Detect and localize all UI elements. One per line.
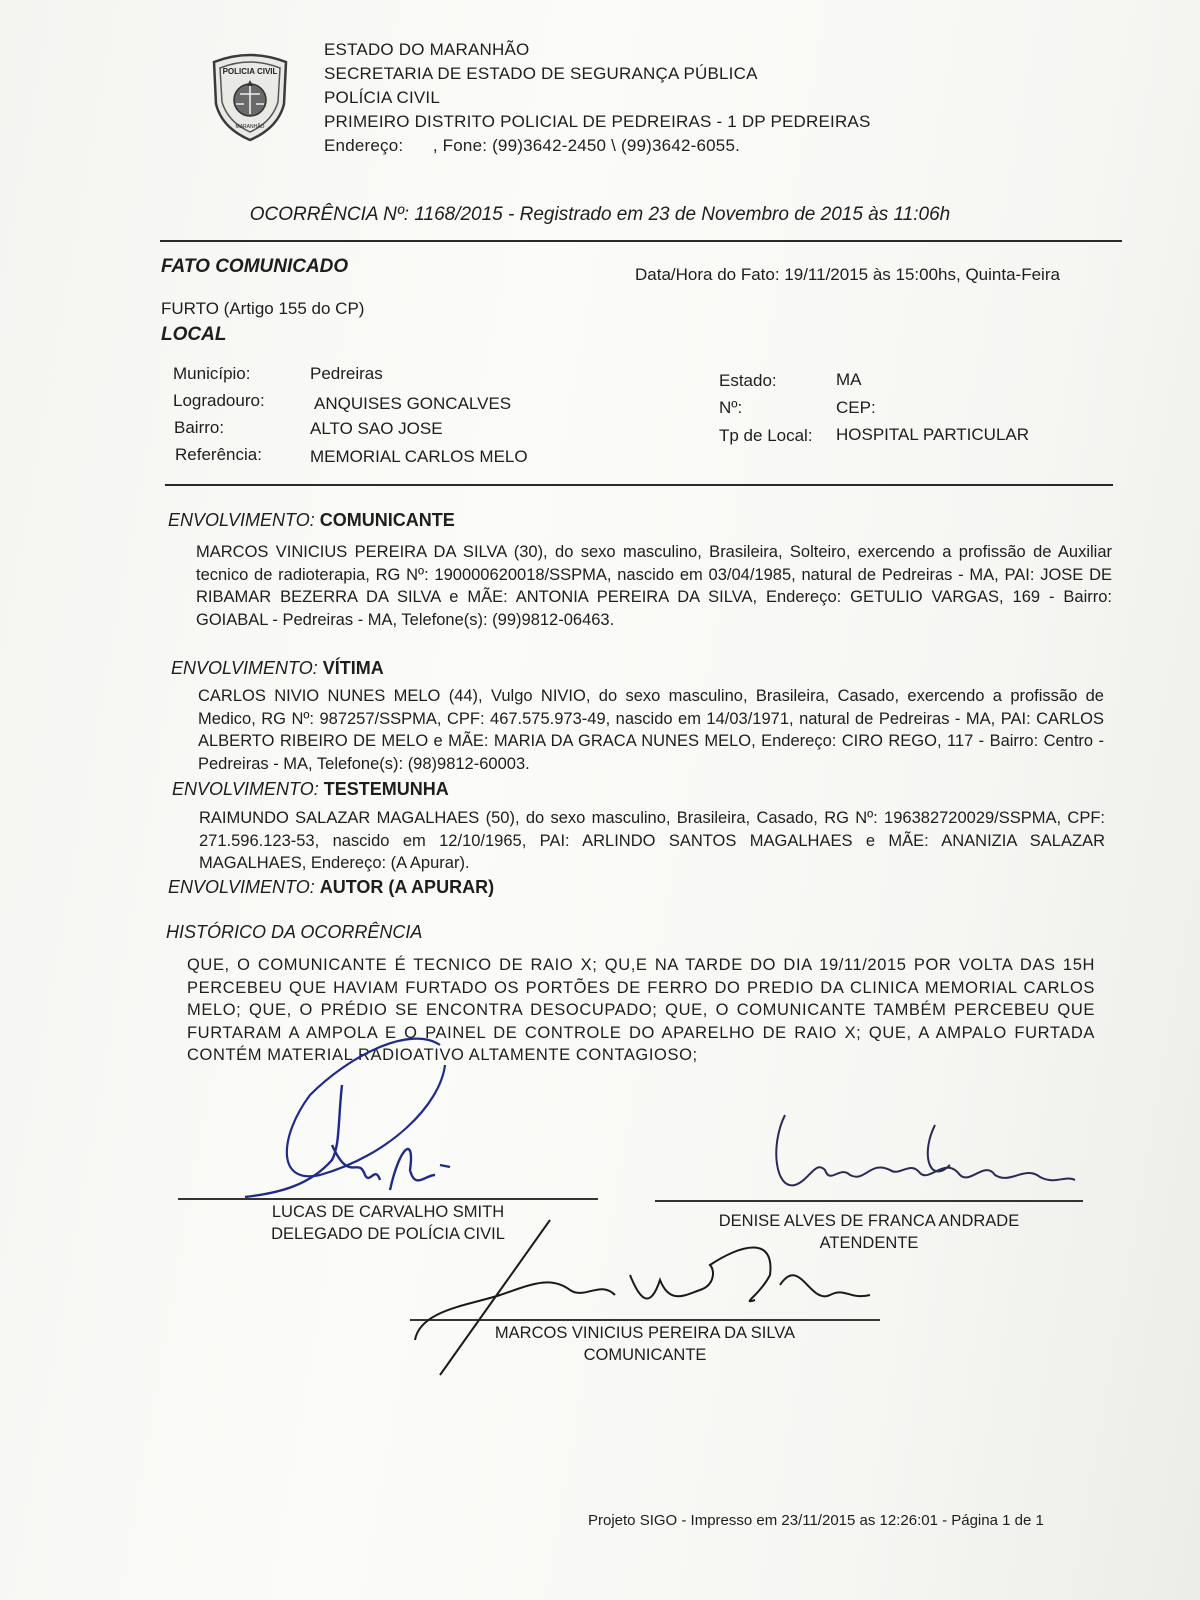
seal-text-bottom: MARANHÃO — [235, 124, 265, 130]
tipo-local-value: HOSPITAL PARTICULAR — [836, 425, 1030, 444]
police-seal-icon — [206, 52, 294, 142]
envolvimento-role: AUTOR (A APURAR) — [319, 877, 495, 897]
envolvimento-comunicante-text: MARCOS VINICIUS PEREIRA DA SILVA (30), do sexo masculino, Brasileira, Solteiro, exercendo a profissão de Auxiliar tecnico de radioterapia, RG Nº: 190000620018/SSPMA, nascido em 03/04/1985, natural de Pedreiras - MA, PAI: JOSE DE RIBAMAR BEZERRA DA SILVA e MÃE: ANTONIA PEREIRA DA SILVA, Endereço: GETULIO VARGAS, 169 - Bairro: GOIABAL - Pedreiras - MA, Telefone(s): (99)9812-06463. — [196, 543, 1112, 629]
signature-atendente — [770, 1105, 1080, 1205]
estado-label: Estado: — [719, 371, 777, 390]
signature-name: LUCAS DE CARVALHO SMITH — [271, 1203, 505, 1221]
logradouro-value: ANQUISES GONCALVES — [314, 394, 512, 413]
fato-title: FATO COMUNICADO — [161, 256, 349, 277]
bairro-value: ALTO SAO JOSE — [310, 419, 443, 438]
signature-name: MARCOS VINICIUS PEREIRA DA SILVA — [494, 1324, 796, 1342]
numero-label: Nº: — [719, 398, 743, 417]
occurrence-number: 1168/2015 - Registrado em 23 de Novembro de 2015 às 11:06h — [414, 204, 951, 225]
envolvimento-role: COMUNICANTE — [319, 510, 455, 530]
envolvimento-role: VÍTIMA — [322, 658, 384, 678]
estado-value: MA — [836, 370, 862, 389]
local-divider — [165, 484, 1113, 486]
seal-text-top: POLICIA CIVIL — [222, 67, 278, 76]
logradouro-label: Logradouro: — [173, 391, 265, 410]
envolvimento-role: TESTEMUNHA — [323, 779, 449, 799]
historico-text: QUE, O COMUNICANTE É TECNICO DE RAIO X; QU,E NA TARDE DO DIA 19/11/2015 POR VOLTA DAS 15H PERCEBEU QUE HAVIAM FURTADO OS PORTÕES DE FERRO DO PREDIO DA CLINICA MEMORIAL CARLOS MELO; QUE, O PRÉDIO SE ENCONTRA DESOCUPADO; QUE, O COMUNICANTE TAMBÉM PERCEBEU QUE FURTARAM A AMPOLA E O PAINEL DE CONTROLE DO APARELHO DE RAIO X; QUE, A AMPALO FURTADA CONTÉM MATERIAL RADIOATIVO ALTAMENTE CONTAGIOSO; — [187, 956, 1095, 1064]
cep-label: CEP: — [836, 398, 876, 417]
envolvimento-vitima-header — [171, 658, 384, 679]
referencia-label: Referência: — [175, 445, 262, 464]
signature-delegado — [240, 1025, 460, 1205]
bairro-label: Bairro: — [174, 418, 225, 437]
occurrence-label: OCORRÊNCIA Nº: — [249, 204, 410, 225]
page-footer: Projeto SIGO - Impresso em 23/11/2015 as 12:26:01 - Página 1 de 1 — [588, 1512, 1044, 1529]
envolvimento-label: ENVOLVIMENTO: — [171, 658, 318, 678]
header-line-secretaria: SECRETARIA DE ESTADO DE SEGURANÇA PÚBLICA — [324, 64, 758, 83]
envolvimento-label: ENVOLVIMENTO: — [168, 877, 315, 897]
tipo-local-label: Tp de Local: — [719, 426, 813, 445]
signature-line-delegado — [178, 1198, 598, 1200]
signature-block-comunicante — [420, 1322, 870, 1366]
municipio-label: Município: — [173, 364, 251, 383]
fato-datetime: Data/Hora do Fato: 19/11/2015 às 15:00hs, Quinta-Feira — [635, 265, 1060, 284]
header-line-policia: POLÍCIA CIVIL — [324, 88, 440, 107]
header-line-distrito: PRIMEIRO DISTRITO POLICIAL DE PEDREIRAS - 1 DP PEDREIRAS — [324, 112, 871, 131]
municipio-value: Pedreiras — [310, 364, 383, 383]
signature-name: DENISE ALVES DE FRANCA ANDRADE — [718, 1212, 1020, 1230]
local-title: LOCAL — [161, 324, 227, 345]
envolvimento-testemunha-header — [172, 779, 449, 800]
historico-title: HISTÓRICO DA OCORRÊNCIA — [166, 922, 423, 942]
referencia-value: MEMORIAL CARLOS MELO — [310, 447, 528, 466]
signature-line-atendente — [655, 1200, 1083, 1202]
envolvimento-autor-header — [168, 877, 494, 898]
fato-type: FURTO (Artigo 155 do CP) — [161, 299, 365, 318]
header-line-endereco: Endereço: , Fone: (99)3642-2450 \ (99)3642-6055. — [324, 136, 741, 155]
occurrence-line — [0, 204, 1200, 226]
envolvimento-vitima-text: CARLOS NIVIO NUNES MELO (44), Vulgo NIVIO, do sexo masculino, Brasileira, Casado, exercendo a profissão de Medico, RG Nº: 987257/SSPMA, CPF: 467.575.973-49, nascido em 14/03/1971, natural de Pedreiras - MA, PAI: CARLOS ALBERTO RIBEIRO DE MELO e MÃE: MARIA DA GRACA NUNES MELO, Endereço: CIRO REGO, 117 - Bairro: Centro - Pedreiras - MA, Telefone(s): (98)9812-60003. — [198, 687, 1104, 773]
header-line-state: ESTADO DO MARANHÃO — [324, 40, 530, 59]
signature-role: DELEGADO DE POLÍCIA CIVIL — [271, 1225, 505, 1243]
envolvimento-label: ENVOLVIMENTO: — [168, 510, 315, 530]
header-divider — [160, 240, 1122, 242]
envolvimento-label: ENVOLVIMENTO: — [172, 779, 319, 799]
envolvimento-testemunha-text: RAIMUNDO SALAZAR MAGALHAES (50), do sexo masculino, Brasileira, Casado, RG Nº: 196382720029/SSPMA, CPF: 271.596.123-53, nascido em 12/10/1965, PAI: ARLINDO SANTOS MAGALHAES e MÃE: ANANIZIA SALAZAR MAGALHAES, Endereço: (A Apurar). — [199, 809, 1105, 872]
envolvimento-comunicante-header — [168, 510, 455, 531]
signature-role: COMUNICANTE — [583, 1346, 707, 1364]
header-block — [324, 38, 871, 158]
signature-role: ATENDENTE — [819, 1234, 919, 1252]
